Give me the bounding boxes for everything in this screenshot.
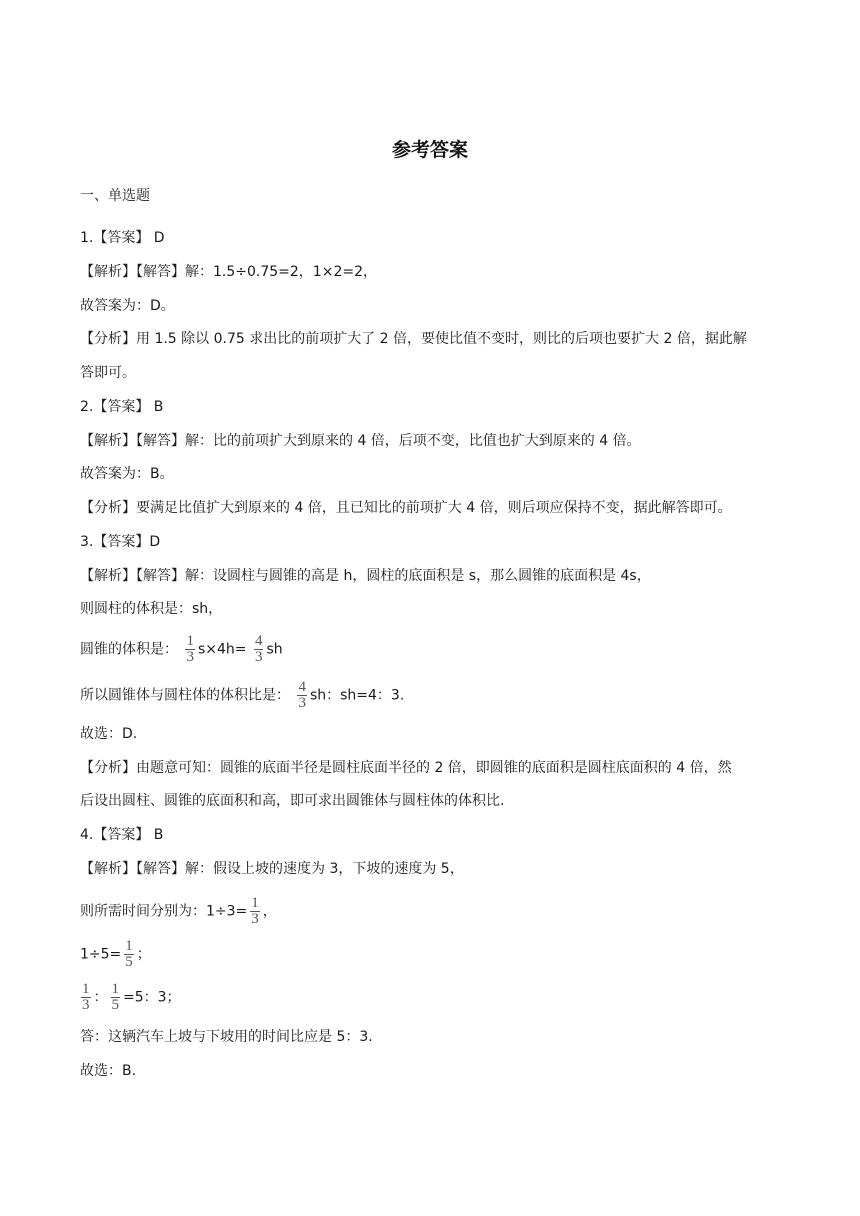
q1-fenxi: 【分析】用 1.5 除以 0.75 求出比的前项扩大了 2 倍，要使比值不变时，则比的后项也要扩大 2 倍，据此解 — [80, 331, 747, 347]
q3-cylinder-volume: 则圆柱的体积是：sh， — [80, 601, 223, 617]
q3-cone-volume-label: 圆锥的体积是： — [80, 641, 178, 658]
q4-analysis: 【解析】【解答】解：假设上坡的速度为 3，下坡的速度为 5， — [80, 861, 464, 877]
q4-time-ratio: $\frac{1}{3}$ ： $\frac{1}{5}$ =5：3； — [82, 981, 181, 1013]
q3-cone-expr: s×4h= — [197, 641, 247, 658]
q4-time-label: 则所需时间分别为：1÷3= — [80, 903, 248, 920]
q4-answer-statement: 答：这辆汽车上坡与下坡用的时间比应是 5：3. — [80, 1029, 373, 1045]
q2-answer: 2.【答案】 B — [80, 399, 164, 415]
q3-ratio-result: sh：sh=4：3. — [309, 687, 405, 704]
q3-analysis: 【解析】【解答】解：设圆柱与圆锥的高是 h，圆柱的底面积是 s，那么圆锥的底面积是 4s， — [80, 568, 651, 584]
q1-answer: 1.【答案】 D — [80, 230, 165, 246]
q3-answer: 3.【答案】D — [80, 534, 161, 550]
fraction-one-fifth: $\frac{1}{5}$ — [125, 938, 133, 970]
q3-volume-ratio — [80, 681, 782, 710]
q1-conclusion: 故答案为：D。 — [80, 298, 175, 314]
q3-fenxi: 【分析】由题意可知：圆锥的底面半径是圆柱底面半径的 2 倍，即圆锥的底面积是圆柱底面积的 4 倍，然 — [80, 760, 732, 776]
section-heading: 一、单选题 — [80, 188, 150, 204]
q4-time-uphill: 则所需时间分别为：1÷3= $\frac{1}{3}$ ， — [80, 895, 277, 927]
q4-conclusion: 故选：B. — [80, 1063, 137, 1079]
q2-conclusion: 故答案为：B。 — [80, 466, 174, 482]
q3-ratio-label: 所以圆锥体与圆柱体的体积比是： — [80, 687, 290, 704]
q3-cone-volume — [80, 635, 782, 664]
q2-fenxi: 【分析】要满足比值扩大到原来的 4 倍，且已知比的前项扩大 4 倍，则后项应保持不变，据此解答即可。 — [80, 500, 732, 516]
q3-cone-result: sh — [266, 641, 283, 658]
fraction-one-third: $\frac{1}{3}$ — [82, 981, 90, 1013]
fraction-four-thirds: $\frac{4}{3}$ — [298, 679, 306, 711]
q3-conclusion: 故选：D. — [80, 726, 138, 742]
q1-analysis: 【解析】【解答】解：1.5÷0.75=2，1×2=2， — [80, 264, 377, 280]
q1-fenxi-cont: 答即可。 — [80, 365, 136, 381]
fraction-one-third: $\frac{1}{3}$ — [186, 633, 194, 665]
fraction-four-thirds: $\frac{4}{3}$ — [254, 633, 263, 665]
q2-analysis: 【解析】【解答】解：比的前项扩大到原来的 4 倍，后项不变，比值也扩大到原来的 4 倍。 — [80, 433, 641, 449]
q4-time-downhill: 1÷5= $\frac{1}{5}$ ； — [80, 938, 151, 970]
page-title: 参考答案 — [391, 139, 468, 161]
q4-answer: 4.【答案】 B — [80, 827, 164, 843]
fraction-one-third: $\frac{1}{3}$ — [251, 895, 259, 927]
fraction-one-fifth: $\frac{1}{5}$ — [111, 981, 119, 1013]
q3-fenxi-cont: 后设出圆柱、圆锥的底面积和高，即可求出圆锥体与圆柱体的体积比. — [80, 793, 505, 809]
